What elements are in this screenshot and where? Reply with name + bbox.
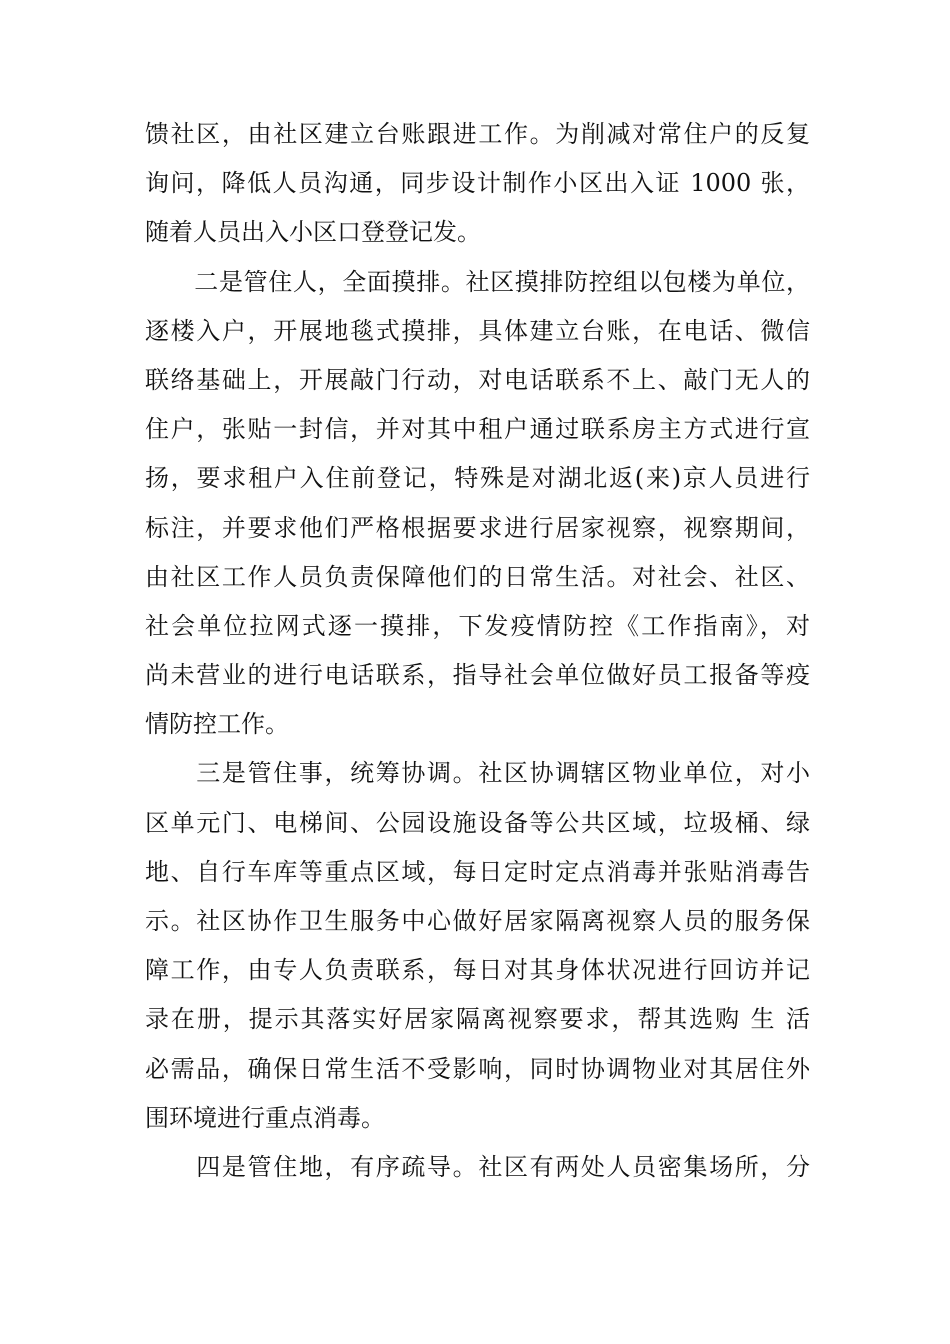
text-line: 二是管住人，全面摸排。社区摸排防控组以包楼为单位， — [145, 267, 810, 296]
text-line: 标注，并要求他们严格根据要求进行居家视察，视察期间， — [145, 513, 810, 542]
body-text — [145, 110, 810, 1192]
text-line: 联络基础上，开展敲门行动，对电话联系不上、敲门无人的 — [145, 365, 810, 394]
text-line: 区单元门、电梯间、公园设施设备等公共区域，垃圾桶、绿 — [145, 808, 810, 837]
text-line: 四是管住地，有序疏导。社区有两处人员密集场所，分 — [145, 1152, 810, 1181]
text-line: 询问，降低人员沟通，同步设计制作小区出入证 1000 张， — [145, 169, 810, 198]
text-line: 围环境进行重点消毒。 — [145, 1103, 385, 1132]
text-line: 逐楼入户，开展地毯式摸排，具体建立台账，在电话、微信 — [145, 316, 810, 345]
text-line: 示。社区协作卫生服务中心做好居家隔离视察人员的服务保 — [145, 907, 810, 935]
paragraph-guan-zhu-ren — [145, 258, 810, 750]
paragraph-continuation — [145, 110, 810, 258]
paragraph-guan-zhu-shi — [145, 749, 810, 1143]
text-line: 障工作，由专人负责联系，每日对其身体状况进行回访并记 — [145, 956, 810, 985]
text-line: 情防控工作。 — [145, 710, 289, 739]
paragraph-guan-zhu-di — [145, 1143, 810, 1192]
text-line: 尚未营业的进行电话联系，指导社会单位做好员工报备等疫 — [145, 661, 810, 690]
text-line: 三是管住事，统筹协调。社区协调辖区物业单位，对小 — [145, 759, 810, 788]
text-line: 馈社区，由社区建立台账跟进工作。为削减对常住户的反复 — [145, 120, 810, 148]
text-line: 住户，张贴一封信，并对其中租户通过联系房主方式进行宣 — [145, 415, 810, 444]
text-line: 地、自行车库等重点区域，每日定时定点消毒并张贴消毒告 — [145, 857, 810, 886]
text-line: 由社区工作人员负责保障他们的日常生活。对社会、社区、 — [145, 562, 810, 591]
text-line: 社会单位拉网式逐一摸排，下发疫情防控《工作指南》，对 — [145, 611, 810, 640]
text-line: 必需品，确保日常生活不受影响，同时协调物业对其居住外 — [145, 1054, 810, 1083]
text-line: 录在册，提示其落实好居家隔离视察要求，帮其选购 生 活 — [145, 1005, 810, 1034]
text-line: 随着人员出入小区口登登记发。 — [145, 218, 481, 247]
text-line: 扬，要求租户入住前登记，特殊是对湖北返(来)京人员进行 — [145, 464, 810, 493]
